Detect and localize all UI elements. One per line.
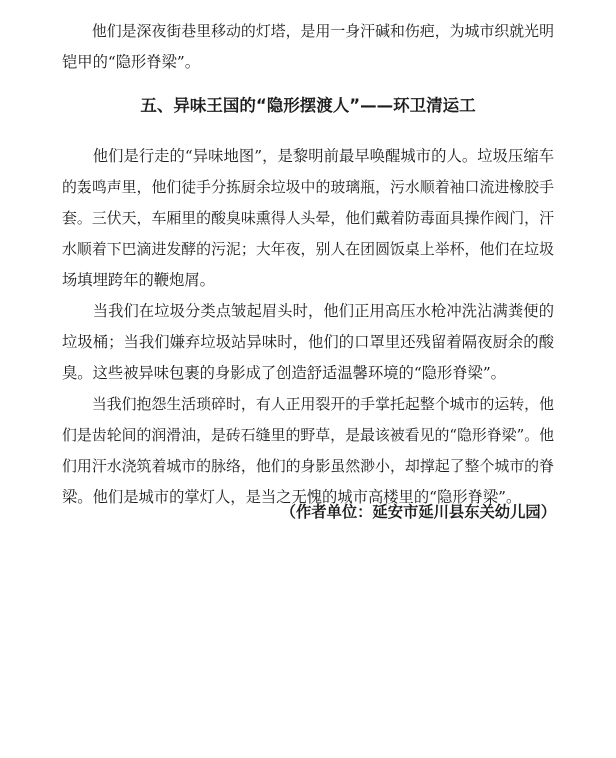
text-line: 他们是深夜街巷里移动的灯塔，是用一身汗碱和伤疤，为城市织就光明 xyxy=(62,22,554,40)
text-line: 他们是行走的“异味地图”，是黎明前最早唤醒城市的人。垃圾压缩车 xyxy=(62,147,554,165)
text-line: 们用汗水浇筑着城市的脉络，他们的身影虽然渺小，却撑起了整个城市的脊 xyxy=(62,457,554,475)
text-line: 们是齿轮间的润滑油，是砖石缝里的野草，是最该被看见的“隐形脊梁”。他 xyxy=(62,426,554,444)
author-affiliation: （作者单位：延安市延川县东关幼儿园） xyxy=(280,503,556,521)
text-line: 水顺着下巴滴进发酵的污泥；大年夜，别人在团圆饭桌上举杯，他们在垃圾 xyxy=(62,240,554,258)
text-line: 当我们抱怨生活琐碎时，有人正用裂开的手掌托起整个城市的运转，他 xyxy=(62,395,554,413)
text-line: 的轰鸣声里，他们徒手分拣厨余垃圾中的玻璃瓶，污水顺着袖口流进橡胶手 xyxy=(62,178,554,196)
text-line: 臭。这些被异味包裹的身影成了创造舒适温馨环境的“隐形脊梁”。 xyxy=(62,364,506,382)
text-line: 场填埋跨年的鞭炮屑。 xyxy=(62,271,215,289)
text-line: 垃圾桶；当我们嫌弃垃圾站异味时，他们的口罩里还残留着隔夜厨余的酸 xyxy=(62,333,554,351)
text-line: 套。三伏天，车厢里的酸臭味熏得人头晕，他们戴着防毒面具操作阀门，汗 xyxy=(62,209,554,227)
text-line: 铠甲的“隐形脊梁”。 xyxy=(62,53,201,71)
text-line: 当我们在垃圾分类点皱起眉头时，他们正用高压水枪冲洗沾满粪便的 xyxy=(62,302,554,320)
section-heading: 五、异味王国的“隐形摆渡人”——环卫清运工 xyxy=(140,96,476,115)
text-line: 梁。他们是城市的掌灯人，是当之无愧的城市高楼里的“隐形脊梁”。 xyxy=(62,488,522,506)
